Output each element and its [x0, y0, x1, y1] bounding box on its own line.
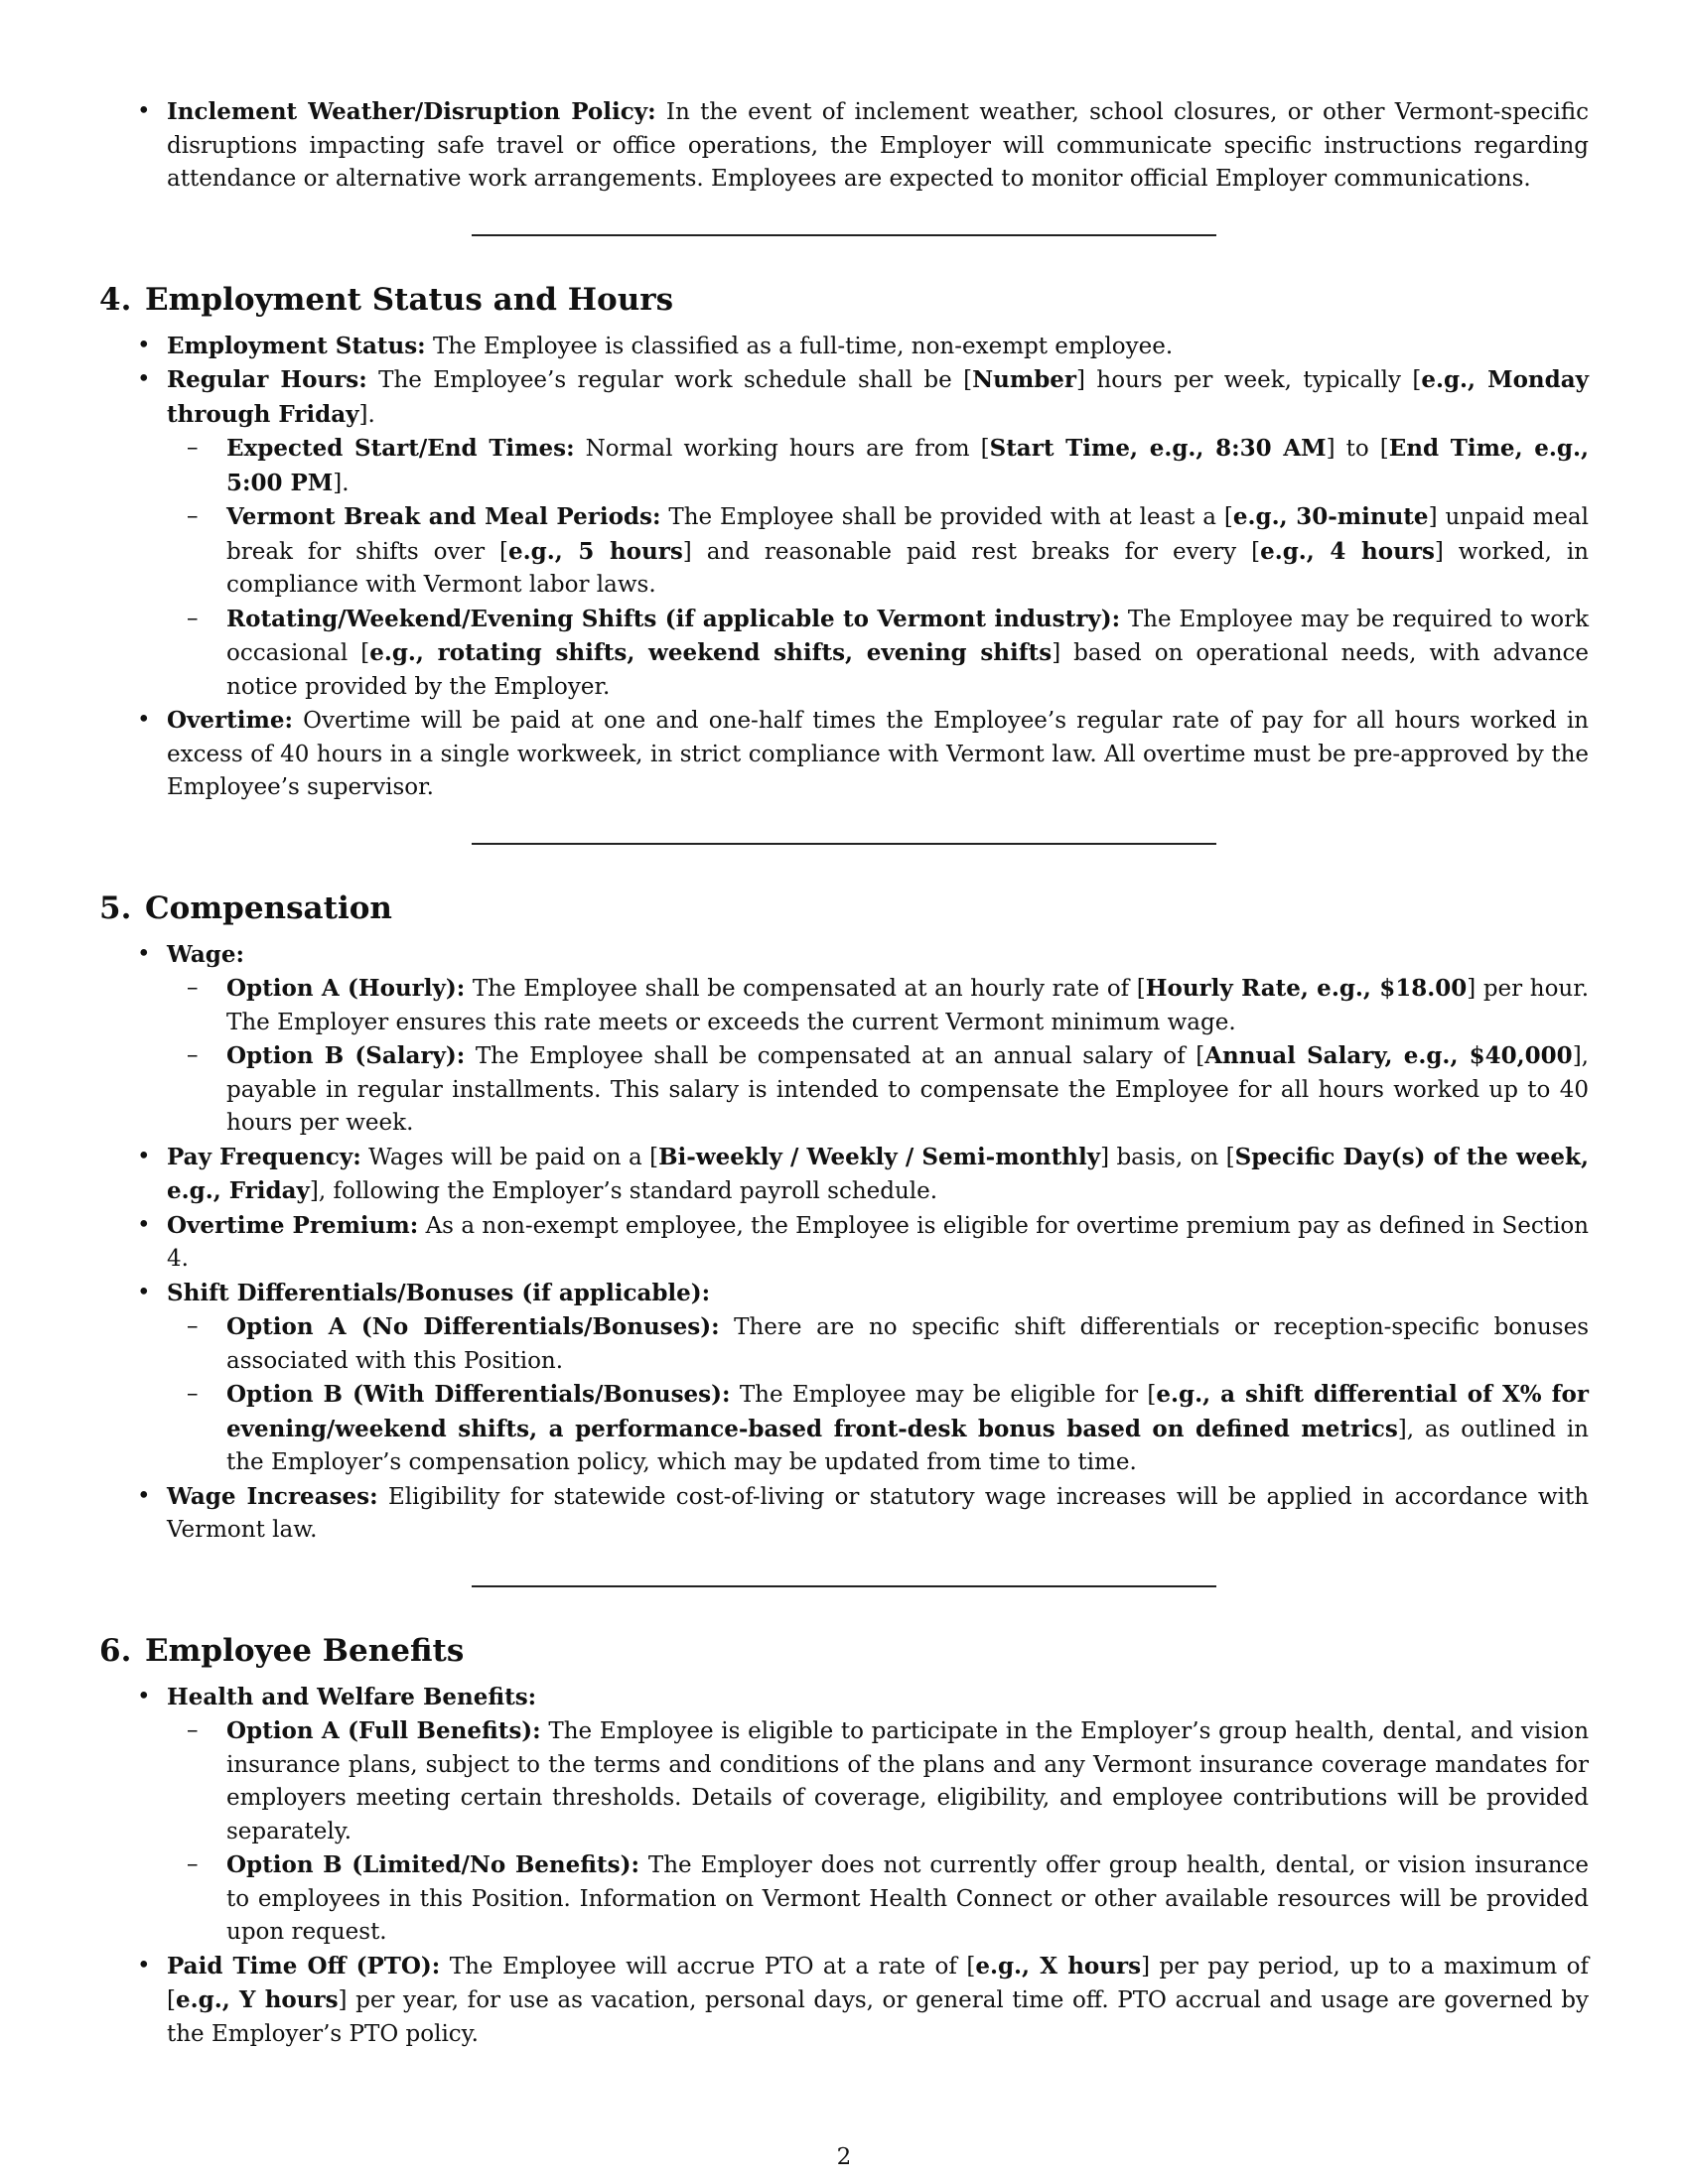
list-item-employment-status: • Employment Status: The Employee is classified as a full-time, non-exempt employee. — [99, 330, 1589, 364]
list-item-regular-hours: • Regular Hours: The Employee’s regular work schedule shall be [Number] hours per week, typically [e.g., Monday through Friday]. – Expected Start/End Times: Normal working hours are from [Start Time, e.g., 8:30 AM] to [End Time, e.g., 5:00 PM]. – Vermont Break and Meal Periods: The Employee shall be provided with at least a [e.g., 30-minute] unpaid meal break for shifts over [e.g., 5 hours] and reasonable paid rest breaks for every [e.g., 4 hours] worked, in compliance with Vermont labor laws. – Rotating/Weekend/Evening Shifts (if applicable to Vermont industry): The Employee may be required to work occasional [e.g., rotating shifts, weekend shifts, evening shifts] based on operational needs, with advance notice provided by the Employer. — [99, 363, 1589, 704]
section-6-heading: 6. Employee Benefits — [99, 1632, 465, 1669]
sub-item-option-a-hourly: – Option A (Hourly): The Employee shall be compensated at an hourly rate of [Hourly Rate, e.g., $18.00] per hour. The Employer ensures this rate meets or exceeds the current Vermont minimum wage. — [167, 972, 1589, 1039]
list-item-pto: • Paid Time Off (PTO): The Employee will accrue PTO at a rate of [e.g., X hours] per pay period, up to a maximum of [e.g., Y hours] per year, for use as vacation, personal days, or general time off. PTO accrual and usage are governed by the Employer’s PTO policy. — [99, 1950, 1589, 2052]
sub-item-rotating-shifts: – Rotating/Weekend/Evening Shifts (if applicable to Vermont industry): The Employee may be required to work occasional [e.g., rotating shifts, weekend shifts, evening shifts] based on operational needs, with advance notice provided by the Employer. — [167, 603, 1589, 705]
top-list — [99, 95, 1589, 197]
section-divider — [472, 843, 1216, 845]
health-benefits-sublist — [167, 1714, 1589, 1950]
section-divider — [472, 1585, 1216, 1587]
list-item-wage: • Wage: – Option A (Hourly): The Employee shall be compensated at an hourly rate of [Hourly Rate, e.g., $18.00] per hour. The Employer ensures this rate meets or exceeds the current Vermont minimum wage. – Option B (Salary): The Employee shall be compensated at an annual salary of [Annual Salary, e.g., $40,000], payable in regular installments. This salary is intended to compensate the Employee for all hours worked up to 40 hours per week. — [99, 938, 1589, 1141]
sub-item-with-differentials: – Option B (With Differentials/Bonuses): The Employee may be eligible for [e.g., a shift differential of X% for evening/weekend shifts, a performance-based front-desk bonus based on defined metrics], as outlined in the Employer’s compensation policy, which may be updated from time to time. — [167, 1378, 1589, 1480]
list-item-shift-differentials: • Shift Differentials/Bonuses (if applicable): – Option A (No Differentials/Bonuses): There are no specific shift differentials or reception-specific bonuses associated with this Position. – Option B (With Differentials/Bonuses): The Employee may be eligible for [e.g., a shift differential of X% for evening/weekend shifts, a performance-based front-desk bonus based on defined metrics], as outlined in the Employer’s compensation policy, which may be updated from time to time. — [99, 1277, 1589, 1480]
sub-item-no-differentials: – Option A (No Differentials/Bonuses): There are no specific shift differentials or reception-specific bonuses associated with this Position. — [167, 1310, 1589, 1378]
section-5-heading: 5. Compensation — [99, 889, 392, 926]
section-4-heading: 4. Employment Status and Hours — [99, 281, 674, 318]
wage-sublist — [167, 972, 1589, 1141]
regular-hours-sublist — [167, 432, 1589, 704]
list-item-pay-frequency: • Pay Frequency: Wages will be paid on a [Bi-weekly / Weekly / Semi-monthly] basis, on [Specific Day(s) of the week, e.g., Friday], following the Employer’s standard payroll schedule. — [99, 1141, 1589, 1209]
section-divider — [472, 234, 1216, 236]
section-4-list — [99, 330, 1589, 805]
page-number: 2 — [836, 2144, 852, 2170]
document-page — [99, 95, 1589, 2051]
sub-item-start-end-times: – Expected Start/End Times: Normal working hours are from [Start Time, e.g., 8:30 AM] to [End Time, e.g., 5:00 PM]. — [167, 432, 1589, 500]
sub-item-option-b-salary: – Option B (Salary): The Employee shall be compensated at an annual salary of [Annual Salary, e.g., $40,000], payable in regular installments. This salary is intended to compensate the Employee for all hours worked up to 40 hours per week. — [167, 1039, 1589, 1141]
sub-item-limited-benefits: – Option B (Limited/No Benefits): The Employer does not currently offer group health, dental, or vision insurance to employees in this Position. Information on Vermont Health Connect or other available resources will be provided upon request. — [167, 1848, 1589, 1950]
list-item-wage-increases: • Wage Increases: Eligibility for statewide cost-of-living or statutory wage increases will be applied in accordance with Vermont law. — [99, 1480, 1589, 1548]
sub-item-full-benefits: – Option A (Full Benefits): The Employee is eligible to participate in the Employer’s group health, dental, and vision insurance plans, subject to the terms and conditions of the plans and any Vermont insurance coverage mandates for employers meeting certain thresholds. Details of coverage, eligibility, and employee contributions will be provided separately. — [167, 1714, 1589, 1848]
section-5-list — [99, 938, 1589, 1548]
sub-item-break-meal-periods: – Vermont Break and Meal Periods: The Employee shall be provided with at least a [e.g., 30-minute] unpaid meal break for shifts over [e.g., 5 hours] and reasonable paid rest breaks for every [e.g., 4 hours] worked, in compliance with Vermont labor laws. — [167, 500, 1589, 603]
shift-differentials-sublist — [167, 1310, 1589, 1480]
list-item-inclement-weather: • Inclement Weather/Disruption Policy: In the event of inclement weather, school closures, or other Vermont-specific disruptions impacting safe travel or office operations, the Employer will communicate specific instructions regarding attendance or alternative work arrangements. Employees are expected to monitor official Employer communications. — [99, 95, 1589, 197]
section-6-list — [99, 1681, 1589, 2052]
list-item-health-benefits: • Health and Welfare Benefits: – Option A (Full Benefits): The Employee is eligible to participate in the Employer’s group health, dental, and vision insurance plans, subject to the terms and conditions of the plans and any Vermont insurance coverage mandates for employers meeting certain thresholds. Details of coverage, eligibility, and employee contributions will be provided separately. – Option B (Limited/No Benefits): The Employer does not currently offer group health, dental, or vision insurance to employees in this Position. Information on Vermont Health Connect or other available resources will be provided upon request. — [99, 1681, 1589, 1950]
list-item-overtime-premium: • Overtime Premium: As a non-exempt employee, the Employee is eligible for overtime premium pay as defined in Section 4. — [99, 1209, 1589, 1277]
list-item-overtime: • Overtime: Overtime will be paid at one and one-half times the Employee’s regular rate of pay for all hours worked in excess of 40 hours in a single workweek, in strict compliance with Vermont law. All overtime must be pre-approved by the Employee’s supervisor. — [99, 704, 1589, 805]
